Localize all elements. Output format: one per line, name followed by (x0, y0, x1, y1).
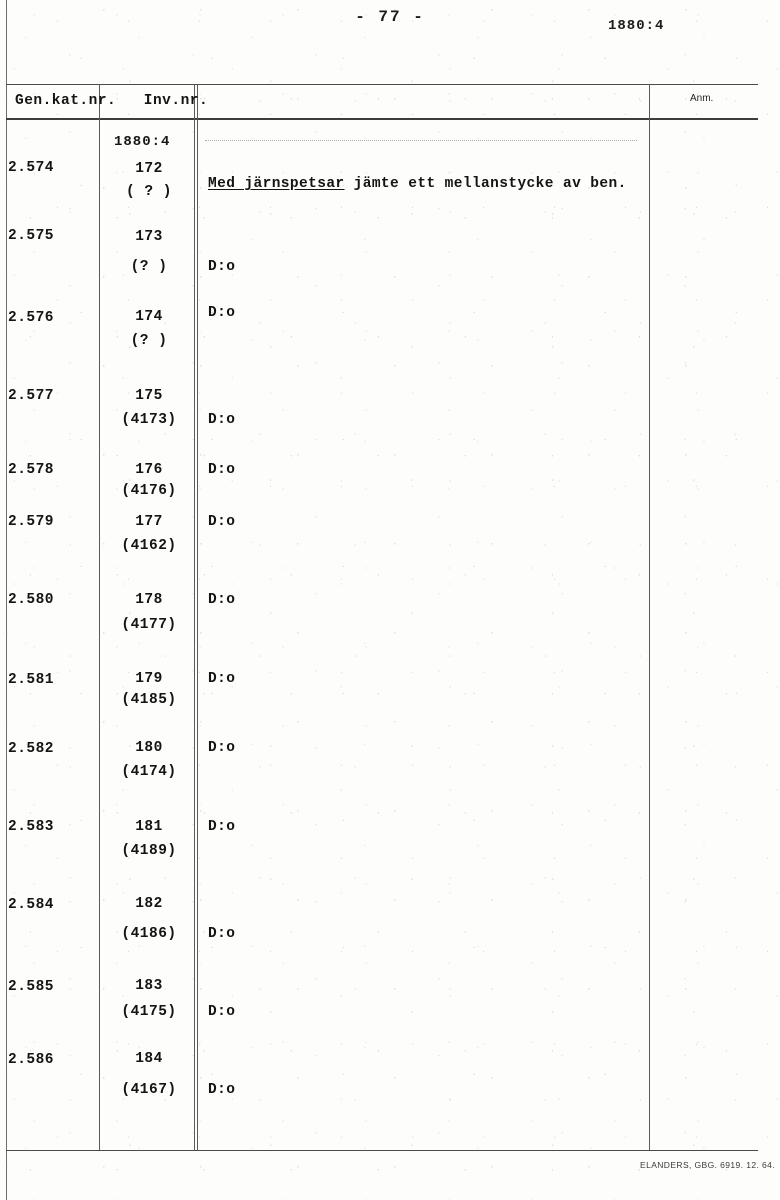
cell-inv-nr-alt: (4162) (121, 538, 177, 554)
description-text: D:o (208, 305, 236, 321)
cell-inv-nr: 172 (135, 161, 163, 177)
column-rule-2b (197, 84, 198, 1150)
cell-gen-kat-nr: 2.583 (8, 819, 55, 835)
column-header-gen-kat: Gen.kat.nr. (15, 93, 117, 109)
column-header-anm: Anm. (690, 93, 714, 104)
printer-credit: ELANDERS, GBG. 6919. 12. 64. (640, 1160, 775, 1170)
cell-gen-kat-nr: 2.578 (8, 462, 55, 478)
description-text: D:o (208, 592, 236, 608)
cell-inv-nr-alt: (4175) (121, 1004, 177, 1020)
cell-inv-nr-alt: (4167) (121, 1082, 177, 1098)
cell-inv-nr: 180 (135, 740, 163, 756)
cell-description (208, 462, 235, 478)
cell-inv-nr-alt: (4185) (121, 692, 177, 708)
cell-gen-kat-nr: 2.576 (8, 310, 55, 326)
cell-gen-kat-nr: 2.580 (8, 592, 55, 608)
cell-inv-nr: 173 (135, 229, 163, 245)
description-keyword: Med järnspetsar (208, 176, 345, 192)
cell-inv-nr: 177 (135, 514, 163, 530)
cell-inv-nr-alt: (? ) (130, 259, 168, 275)
table-bottom-border (6, 1150, 758, 1151)
cell-description (208, 1082, 235, 1098)
description-text: D:o (208, 412, 236, 428)
cell-inv-nr-alt: (? ) (130, 333, 168, 349)
cell-description (208, 176, 627, 192)
cell-description (208, 740, 235, 756)
cell-description (208, 592, 235, 608)
cell-inv-nr-alt: (4177) (121, 617, 177, 633)
cell-inv-nr: 184 (135, 1051, 163, 1067)
cell-description (208, 1004, 235, 1020)
cell-inv-nr: 181 (135, 819, 163, 835)
cell-gen-kat-nr: 2.584 (8, 897, 55, 913)
column-rule-3 (649, 84, 650, 1150)
column-rule-2 (194, 84, 195, 1150)
description-text: D:o (208, 1082, 236, 1098)
header-year: 1880:4 (608, 18, 665, 34)
cell-inv-nr: 176 (135, 462, 163, 478)
cell-gen-kat-nr: 2.575 (8, 228, 55, 244)
description-text: D:o (208, 514, 236, 530)
cell-gen-kat-nr: 2.586 (8, 1052, 55, 1068)
cell-gen-kat-nr: 2.577 (8, 388, 55, 404)
year-heading: 1880:4 (114, 134, 171, 150)
description-text: D:o (208, 926, 236, 942)
table-top-border (6, 84, 758, 85)
cell-gen-kat-nr: 2.579 (8, 514, 55, 530)
cell-gen-kat-nr: 2.574 (8, 160, 55, 176)
cell-description (208, 305, 235, 321)
cell-description (208, 514, 235, 530)
cell-inv-nr: 179 (135, 671, 163, 687)
column-header-inv: Inv.nr. (143, 93, 209, 109)
left-margin-rule (6, 0, 7, 1200)
cell-inv-nr: 174 (135, 309, 163, 325)
description-text: D:o (208, 819, 236, 835)
description-text: D:o (208, 1004, 236, 1020)
cell-gen-kat-nr: 2.581 (8, 672, 55, 688)
dotted-guide-line (205, 140, 637, 141)
cell-inv-nr-alt: (4174) (121, 764, 177, 780)
description-text: D:o (208, 462, 236, 478)
cell-description (208, 671, 235, 687)
cell-inv-nr: 175 (135, 388, 163, 404)
description-text: jämte ett mellanstycke av ben. (344, 176, 627, 192)
cell-inv-nr-alt: (4176) (121, 483, 177, 499)
description-text: D:o (208, 259, 236, 275)
description-text: D:o (208, 740, 236, 756)
cell-inv-nr-alt: (4189) (121, 843, 177, 859)
cell-inv-nr: 183 (135, 978, 163, 994)
page-number: - 77 - (355, 8, 425, 26)
cell-gen-kat-nr: 2.585 (8, 979, 55, 995)
cell-inv-nr-alt: (4173) (121, 412, 177, 428)
cell-inv-nr: 178 (135, 592, 163, 608)
cell-inv-nr-alt: (4186) (121, 926, 177, 942)
column-rule-1 (99, 84, 100, 1150)
description-text: D:o (208, 671, 236, 687)
cell-gen-kat-nr: 2.582 (8, 741, 55, 757)
cell-description (208, 926, 235, 942)
cell-description (208, 412, 235, 428)
cell-inv-nr-alt: ( ? ) (125, 184, 172, 200)
cell-description (208, 259, 235, 275)
cell-inv-nr: 182 (135, 896, 163, 912)
cell-description (208, 819, 235, 835)
table-header-separator (6, 118, 758, 120)
